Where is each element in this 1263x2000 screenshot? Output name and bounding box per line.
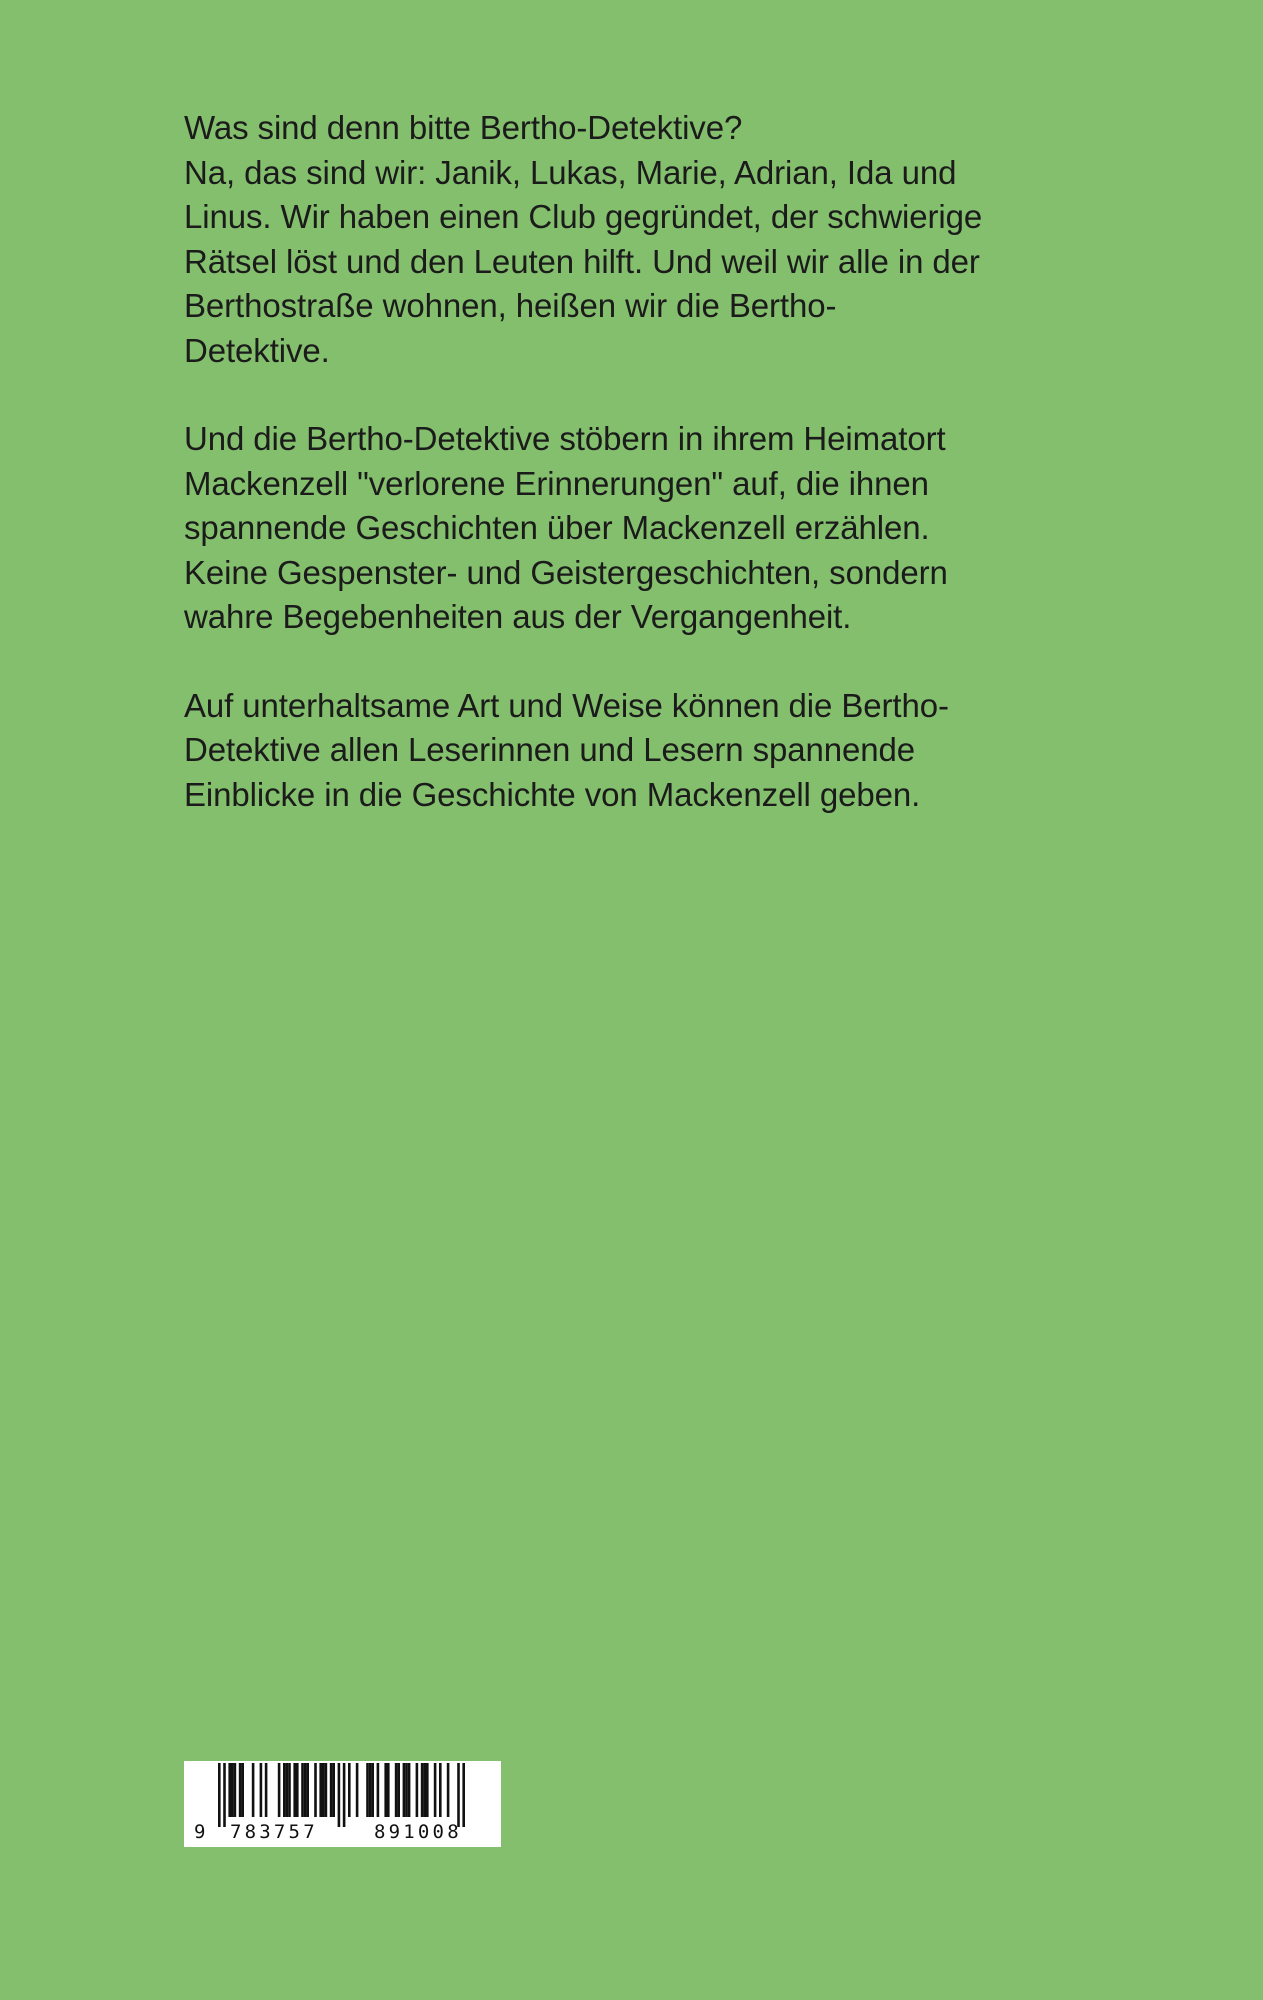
barcode-bar (371, 1763, 374, 1817)
barcode-bar (366, 1763, 369, 1817)
barcode-bar (260, 1763, 263, 1817)
barcode-bar (423, 1763, 426, 1817)
blurb-line: wahre Begebenheiten aus der Vergangenheit. (184, 598, 852, 635)
blurb-line: Einblicke in die Geschichte von Mackenzell geben. (184, 775, 921, 813)
barcode-bar (434, 1763, 437, 1817)
barcode-bar (288, 1763, 291, 1817)
barcode-bar (314, 1763, 317, 1817)
barcode-bar (239, 1763, 242, 1817)
blurb-line: Keine Gespenster- und Geistergeschichten, sondern (184, 553, 948, 591)
barcode-bar (447, 1763, 450, 1817)
barcode-bar (241, 1763, 244, 1817)
barcode-bar (223, 1763, 226, 1827)
barcode-bar (218, 1763, 221, 1827)
barcode-bar (369, 1763, 372, 1817)
barcode-bar (252, 1763, 255, 1817)
barcode-bar (283, 1763, 286, 1817)
barcode-bar (322, 1763, 325, 1817)
barcode-bar (330, 1763, 333, 1817)
barcode-bar (286, 1763, 289, 1817)
barcode-bar (457, 1763, 460, 1827)
barcode-bar (338, 1763, 341, 1827)
barcode-bar (343, 1763, 346, 1827)
barcode-bar (304, 1763, 307, 1817)
blurb-paragraph-3 (184, 684, 1084, 818)
barcode-bar (397, 1763, 400, 1817)
barcode-bar (348, 1763, 351, 1817)
barcode-right-digits: 891008 (374, 1821, 462, 1843)
barcode-bar (377, 1763, 380, 1817)
barcode-bar (296, 1763, 299, 1817)
barcode-bar (293, 1763, 296, 1817)
barcode-bar (319, 1763, 322, 1817)
barcode-bar (426, 1763, 429, 1817)
barcode-bar (278, 1763, 281, 1817)
barcode-bar (403, 1763, 406, 1817)
barcode-bar (462, 1763, 465, 1827)
blurb-paragraph-2 (184, 417, 1084, 640)
barcode-bar (228, 1763, 231, 1817)
blurb-line: Was sind denn bitte Bertho-Detektive? (184, 109, 743, 146)
blurb-line: Detektive allen Leserinnen und Lesern spannende (184, 731, 916, 768)
barcode-bar (231, 1763, 234, 1817)
barcode-bar (301, 1763, 304, 1817)
blurb-line: Und die Bertho-Detektive stöbern in ihrem Heimatort (184, 420, 946, 457)
barcode-bar (405, 1763, 408, 1817)
barcode-bar (439, 1763, 442, 1817)
barcode-bar (395, 1763, 398, 1817)
barcode-bar (356, 1763, 359, 1817)
barcode-bar (387, 1763, 390, 1817)
barcode-bar (234, 1763, 237, 1817)
blurb-paragraph-1 (184, 106, 1084, 373)
barcode-bar (332, 1763, 335, 1817)
barcode-first-digit: 9 (194, 1821, 209, 1843)
barcode-bar (306, 1763, 309, 1817)
blurb-line: Detektive. (184, 331, 330, 369)
blurb-line: Rätsel löst und den Leuten hilft. Und weil wir alle in der (184, 242, 980, 280)
blurb-line: Auf unterhaltsame Art und Weise können die Bertho- (184, 686, 949, 724)
barcode-bar (408, 1763, 411, 1817)
cover-blurb (184, 106, 1084, 861)
barcode-bar (416, 1763, 419, 1817)
blurb-line: Berthostraße wohnen, heißen wir die Bertho- (184, 287, 837, 324)
blurb-line: Mackenzell "verlorene Erinnerungen" auf, die ihnen (184, 464, 929, 502)
isbn-barcode (184, 1761, 501, 1847)
barcode-bar (421, 1763, 424, 1817)
blurb-line: spannende Geschichten über Mackenzell erzählen. (184, 509, 930, 546)
barcode-bar (265, 1763, 268, 1817)
barcode-bar (325, 1763, 328, 1817)
barcode-bar (384, 1763, 387, 1817)
blurb-line: Linus. Wir haben einen Club gegründet, der schwierige (184, 198, 983, 235)
barcode-left-digits: 783757 (230, 1821, 318, 1843)
blurb-line: Na, das sind wir: Janik, Lukas, Marie, Adrian, Ida und (184, 153, 957, 191)
